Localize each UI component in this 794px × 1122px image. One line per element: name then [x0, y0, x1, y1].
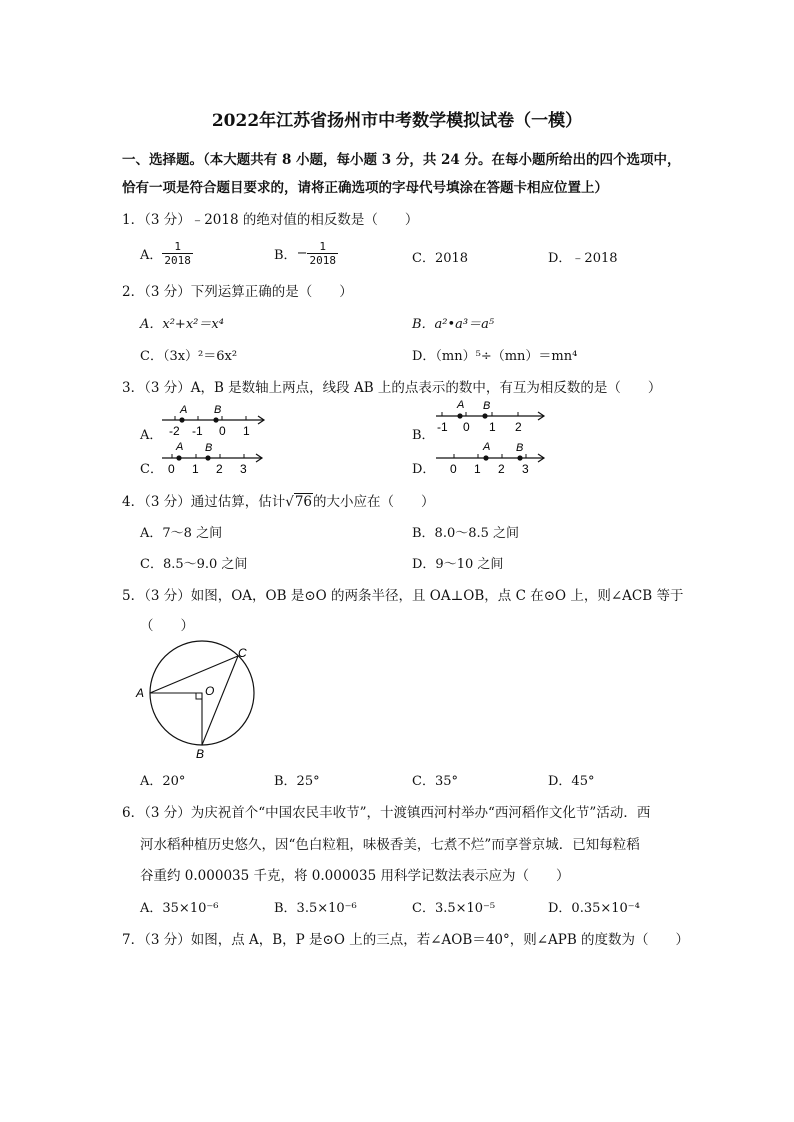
question-5-option-c[interactable]: C．35° — [412, 774, 458, 789]
option-a-label: A． — [140, 248, 163, 263]
question-6-option-a[interactable]: A．35×10⁻⁶ — [140, 901, 219, 916]
question-4-option-a[interactable]: A．7～8 之间 — [140, 526, 223, 541]
point-a-dot — [176, 455, 181, 460]
question-3-option-b-label[interactable]: B． — [412, 428, 435, 443]
question-1-option-b[interactable] — [274, 240, 338, 267]
question-4-option-b[interactable]: B．8.0～8.5 之间 — [412, 526, 520, 541]
question-6-option-b[interactable]: B．3.5×10⁻⁶ — [274, 901, 357, 916]
question-4-stem: 4．（3 分）通过估算，估计√76的大小应在（ ） — [122, 494, 435, 510]
question-3-option-d-label[interactable]: D． — [412, 462, 436, 477]
question-5-option-d[interactable]: D．45° — [548, 774, 595, 789]
question-6-line1: 6．（3 分）为庆祝首个“中国农民丰收节”，十渡镇西河村举办“西河稻作文化节”活动．西 — [122, 805, 651, 821]
fraction: $\frac{1}{2018}$ — [164, 240, 191, 267]
question-6-line3: 谷重约 0.000035 千克，将 0.000035 用科学记数法表示应为（ ） — [140, 868, 570, 884]
page-title: 2022年江苏省扬州市中考数学模拟试卷（一模） — [211, 111, 583, 131]
point-b-dot — [517, 455, 522, 460]
point-b-dot — [205, 455, 210, 460]
minus-sign: − — [296, 246, 308, 261]
point-b-dot — [213, 417, 218, 422]
label-o: O — [205, 684, 215, 698]
tick-label: 0 — [450, 462, 457, 476]
tick-label: 2 — [498, 462, 505, 476]
point-a-label: A — [176, 441, 184, 453]
point-b-dot — [482, 413, 487, 418]
point-b-label: B — [214, 404, 222, 416]
point-a-label: A — [457, 399, 465, 411]
tick-label: -1 — [437, 420, 448, 434]
point-b-label: B — [483, 400, 491, 412]
question-1-option-c[interactable]: C．2018 — [412, 251, 469, 266]
tick-label: 0 — [168, 462, 175, 476]
label-b: B — [196, 747, 205, 761]
section-instructions-line2: 恰有一项是符合题目要求的，请将正确选项的字母代号填涂在答题卡相应位置上） — [122, 180, 608, 196]
question-5-option-b[interactable]: B．25° — [274, 774, 320, 789]
point-a-dot — [483, 455, 488, 460]
fraction: $\frac{1}{2018}$ — [309, 240, 336, 267]
point-a-dot — [457, 413, 462, 418]
number-line-b — [434, 396, 554, 436]
question-3-stem: 3．（3 分）A，B 是数轴上两点，线段 AB 上的点表示的数中，有互为相反数的是（ ） — [122, 380, 662, 396]
point-a-dot — [179, 417, 184, 422]
question-7-stem: 7．（3 分）如图，点 A，B，P 是⊙O 上的三点，若∠AOB＝40°，则∠APB 的度数为（ ） — [122, 932, 690, 948]
number-line-d — [434, 436, 554, 476]
point-a-label: A — [483, 441, 491, 453]
question-2-option-d[interactable]: D．（mn）⁵÷（mn）＝mn⁴ — [412, 349, 578, 364]
question-1-option-d[interactable]: D．﹣2018 — [548, 251, 618, 266]
question-2-stem: 2．（3 分）下列运算正确的是（ ） — [122, 284, 353, 300]
right-angle-mark — [196, 693, 202, 699]
question-2-option-a[interactable]: A．x²+x²＝x⁴ — [140, 317, 224, 332]
number-line-c — [160, 436, 270, 476]
tick-label: 1 — [474, 462, 481, 476]
number-line-a — [160, 400, 270, 440]
square-root: √76 — [285, 494, 313, 510]
question-2-option-c[interactable]: C．（3x）²＝6x² — [140, 349, 238, 364]
tick-label: 2 — [515, 420, 522, 434]
question-5-stem-paren: （ ） — [140, 618, 194, 634]
label-a: A — [136, 686, 145, 700]
question-6-line2: 河水稻种植历史悠久，因“色白粒粗，味极香美，七煮不烂”而享誉京城．已知每粒稻 — [140, 837, 640, 853]
tick-label: 3 — [522, 462, 529, 476]
question-4-option-c[interactable]: C．8.5～9.0 之间 — [140, 557, 248, 572]
question-5-option-a[interactable]: A．20° — [140, 774, 186, 789]
option-b-label: B． — [274, 248, 297, 263]
tick-label: 0 — [219, 424, 226, 438]
question-1-stem: 1．（3 分）﹣2018 的绝对值的相反数是（ ） — [122, 212, 419, 228]
question-6-option-c[interactable]: C．3.5×10⁻⁵ — [412, 901, 496, 916]
tick-label: 1 — [192, 462, 199, 476]
tick-label: -1 — [192, 424, 203, 438]
tick-label: 1 — [489, 420, 496, 434]
point-b-label: B — [205, 442, 213, 454]
question-6-option-d[interactable]: D．0.35×10⁻⁴ — [548, 901, 640, 916]
point-a-label: A — [180, 404, 188, 416]
tick-label: 0 — [463, 420, 470, 434]
question-3-option-c-label[interactable]: C． — [140, 462, 163, 477]
tick-label: 3 — [240, 462, 247, 476]
tick-label: 2 — [216, 462, 223, 476]
point-b-label: B — [516, 442, 524, 454]
label-c: C — [238, 646, 247, 660]
question-4-option-d[interactable]: D．9～10 之间 — [412, 557, 504, 572]
tick-label: -2 — [169, 424, 180, 438]
circle-diagram — [134, 636, 264, 762]
question-5-stem: 5．（3 分）如图，OA，OB 是⊙O 的两条半径，且 OA⊥OB，点 C 在⊙O 上，则∠ACB 等于 — [122, 588, 684, 604]
question-3-option-a-label[interactable]: A． — [140, 428, 163, 443]
section-instructions-line1: 一、选择题。（本大题共有 8 小题，每小题 3 分，共 24 分。在每小题所给出的四个选项中， — [122, 152, 681, 168]
tick-label: 1 — [243, 424, 250, 438]
question-1-option-a[interactable] — [140, 240, 193, 267]
question-2-option-b[interactable]: B．a²•a³＝a⁵ — [412, 317, 495, 332]
